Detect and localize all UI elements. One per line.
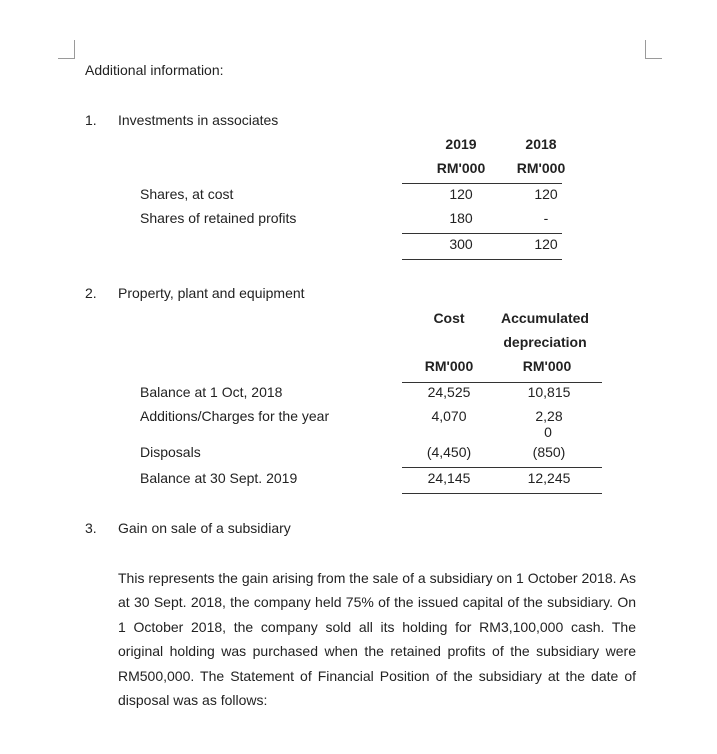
- note1-row-label: Shares, at cost: [140, 186, 234, 202]
- note1-row-value: 180: [449, 210, 473, 226]
- note1-subtotal-rule: [402, 233, 562, 234]
- note2-row-value: 10,815: [527, 384, 571, 400]
- note1-unit-2019: RM'000: [436, 160, 486, 176]
- note2-closing-cost: 24,145: [427, 470, 471, 486]
- note2-header-rule: [402, 382, 602, 383]
- note2-row-label: Disposals: [140, 444, 201, 460]
- note2-number: 2.: [85, 285, 97, 301]
- note1-row-label: Shares of retained profits: [140, 210, 297, 226]
- note2-subtotal-rule: [402, 467, 602, 468]
- note1-row-value: 120: [449, 186, 473, 202]
- note2-row-value: (4,450): [426, 444, 472, 460]
- crop-mark-left: [58, 40, 75, 59]
- note2-unit-accum: RM'000: [522, 358, 572, 374]
- note1-total-2019: 300: [449, 236, 473, 252]
- note2-closing-accum: 12,245: [527, 470, 571, 486]
- note2-col-depreciation: depreciation: [503, 334, 587, 350]
- note2-row-value-wrap: 0: [544, 424, 552, 440]
- note3-paragraph: This represents the gain arising from the sale of a subsidiary on 1 October 2018. As at 30 Sept. 2018, the company held 75% of the issued capital of the subsidiary. On 1 October 2018, the company sold all its holding for RM3,100,000 cash. The original holding was purchased when the retained profits of the subsidiary were RM500,000. The Statement of Financial Position of the subsidiary at the date of disposal was as follows:: [118, 570, 636, 709]
- section-heading: Additional information:: [85, 62, 224, 78]
- note3-title: Gain on sale of a subsidiary: [118, 520, 291, 536]
- note1-unit-2018: RM'000: [516, 160, 566, 176]
- note1-header-rule: [402, 183, 562, 184]
- note1-col-2018: 2018: [525, 136, 557, 152]
- note1-row-value: -: [543, 210, 549, 226]
- note1-total-2018: 120: [534, 236, 558, 252]
- note2-row-value: 4,070: [431, 408, 467, 424]
- note1-total-rule: [402, 259, 562, 260]
- note2-row-value: 24,525: [427, 384, 471, 400]
- crop-mark-right: [645, 40, 662, 59]
- note1-title: Investments in associates: [118, 112, 279, 128]
- note2-row-value: (850): [532, 444, 566, 460]
- note2-total-rule: [402, 493, 602, 494]
- note2-unit-cost: RM'000: [424, 358, 474, 374]
- note1-col-2019: 2019: [445, 136, 477, 152]
- note2-row-label: Additions/Charges for the year: [140, 408, 330, 424]
- note2-col-accumulated: Accumulated: [501, 310, 589, 326]
- note2-row-label: Balance at 1 Oct, 2018: [140, 384, 283, 400]
- note1-row-value: 120: [534, 186, 558, 202]
- note2-row-value: 2,28: [535, 408, 563, 424]
- note2-col-cost: Cost: [433, 310, 465, 326]
- note2-title: Property, plant and equipment: [118, 285, 305, 301]
- note3-number: 3.: [85, 520, 97, 536]
- note1-number: 1.: [85, 112, 97, 128]
- note2-closing-label: Balance at 30 Sept. 2019: [140, 470, 298, 486]
